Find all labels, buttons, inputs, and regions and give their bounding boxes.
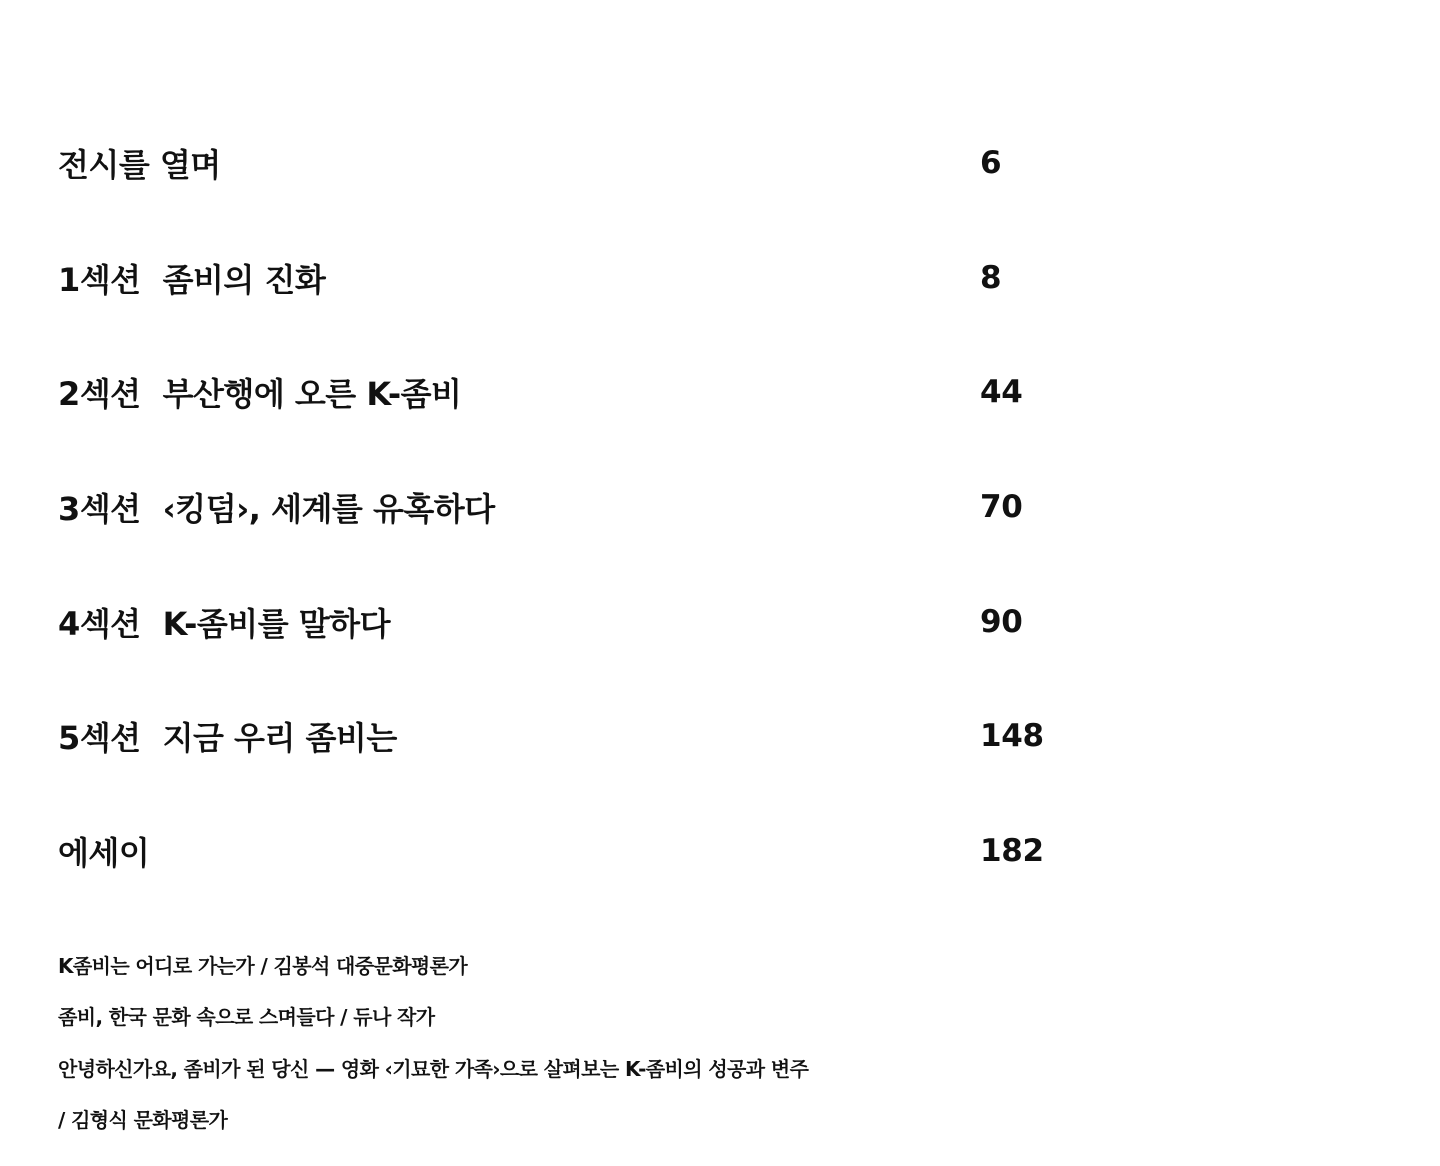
toc-entry-label: 전시를 열며	[58, 146, 221, 184]
essay-author-line: / 김형식 문화평론가	[58, 1107, 228, 1132]
toc-entry-essay[interactable]	[58, 831, 1058, 946]
toc-page-number: 44	[980, 374, 1023, 411]
toc-entry-section-1[interactable]	[58, 258, 1058, 373]
essay-item[interactable]: K좀비는 어디로 가는가 / 김봉석 대중문화평론가	[58, 954, 468, 978]
toc-entry-opening[interactable]	[58, 143, 1058, 258]
toc-page-number: 70	[980, 489, 1023, 526]
toc-entry-label: ‹킹덤›, 세계를 유혹하다	[162, 490, 495, 529]
table-of-contents	[58, 143, 1058, 946]
toc-entry-title	[58, 602, 390, 646]
toc-entry-title	[58, 372, 461, 416]
toc-entry-title	[58, 487, 495, 531]
toc-page-number: 182	[980, 833, 1044, 870]
toc-entry-label: 지금 우리 좀비는	[162, 719, 397, 758]
essay-list	[58, 949, 1398, 1154]
toc-entry-label: 에세이	[58, 834, 150, 873]
essay-item[interactable]: 안녕하신가요, 좀비가 된 당신 — 영화 ‹기묘한 가족›으로 살펴보는 K-좀비의 성공과 변주	[58, 1056, 809, 1081]
toc-page-number: 6	[980, 145, 1002, 181]
toc-entry-title	[58, 716, 397, 760]
toc-entry-label: 부산행에 오른 K-좀비	[162, 375, 462, 414]
toc-entry-section-2[interactable]	[58, 372, 1058, 487]
toc-section-number: 5섹션	[58, 719, 141, 758]
toc-entry-title	[58, 143, 221, 187]
toc-page-number: 148	[980, 718, 1044, 755]
toc-entry-section-3[interactable]	[58, 487, 1058, 602]
toc-section-number: 1섹션	[58, 260, 141, 299]
toc-section-number: 3섹션	[58, 490, 141, 529]
toc-page-number: 8	[980, 259, 1002, 296]
toc-entry-section-4[interactable]	[58, 602, 1058, 717]
toc-entry-section-5[interactable]	[58, 716, 1058, 831]
toc-section-number: 4섹션	[58, 604, 141, 643]
toc-entry-label: 좀비의 진화	[162, 260, 326, 299]
essay-item[interactable]: 좀비, 한국 문화 속으로 스며들다 / 듀나 작가	[58, 1005, 435, 1030]
toc-section-number: 2섹션	[58, 375, 141, 414]
toc-entry-title	[58, 831, 149, 875]
toc-page-number: 90	[980, 603, 1023, 640]
toc-entry-title	[58, 258, 325, 302]
toc-entry-label: K-좀비를 말하다	[162, 604, 391, 643]
